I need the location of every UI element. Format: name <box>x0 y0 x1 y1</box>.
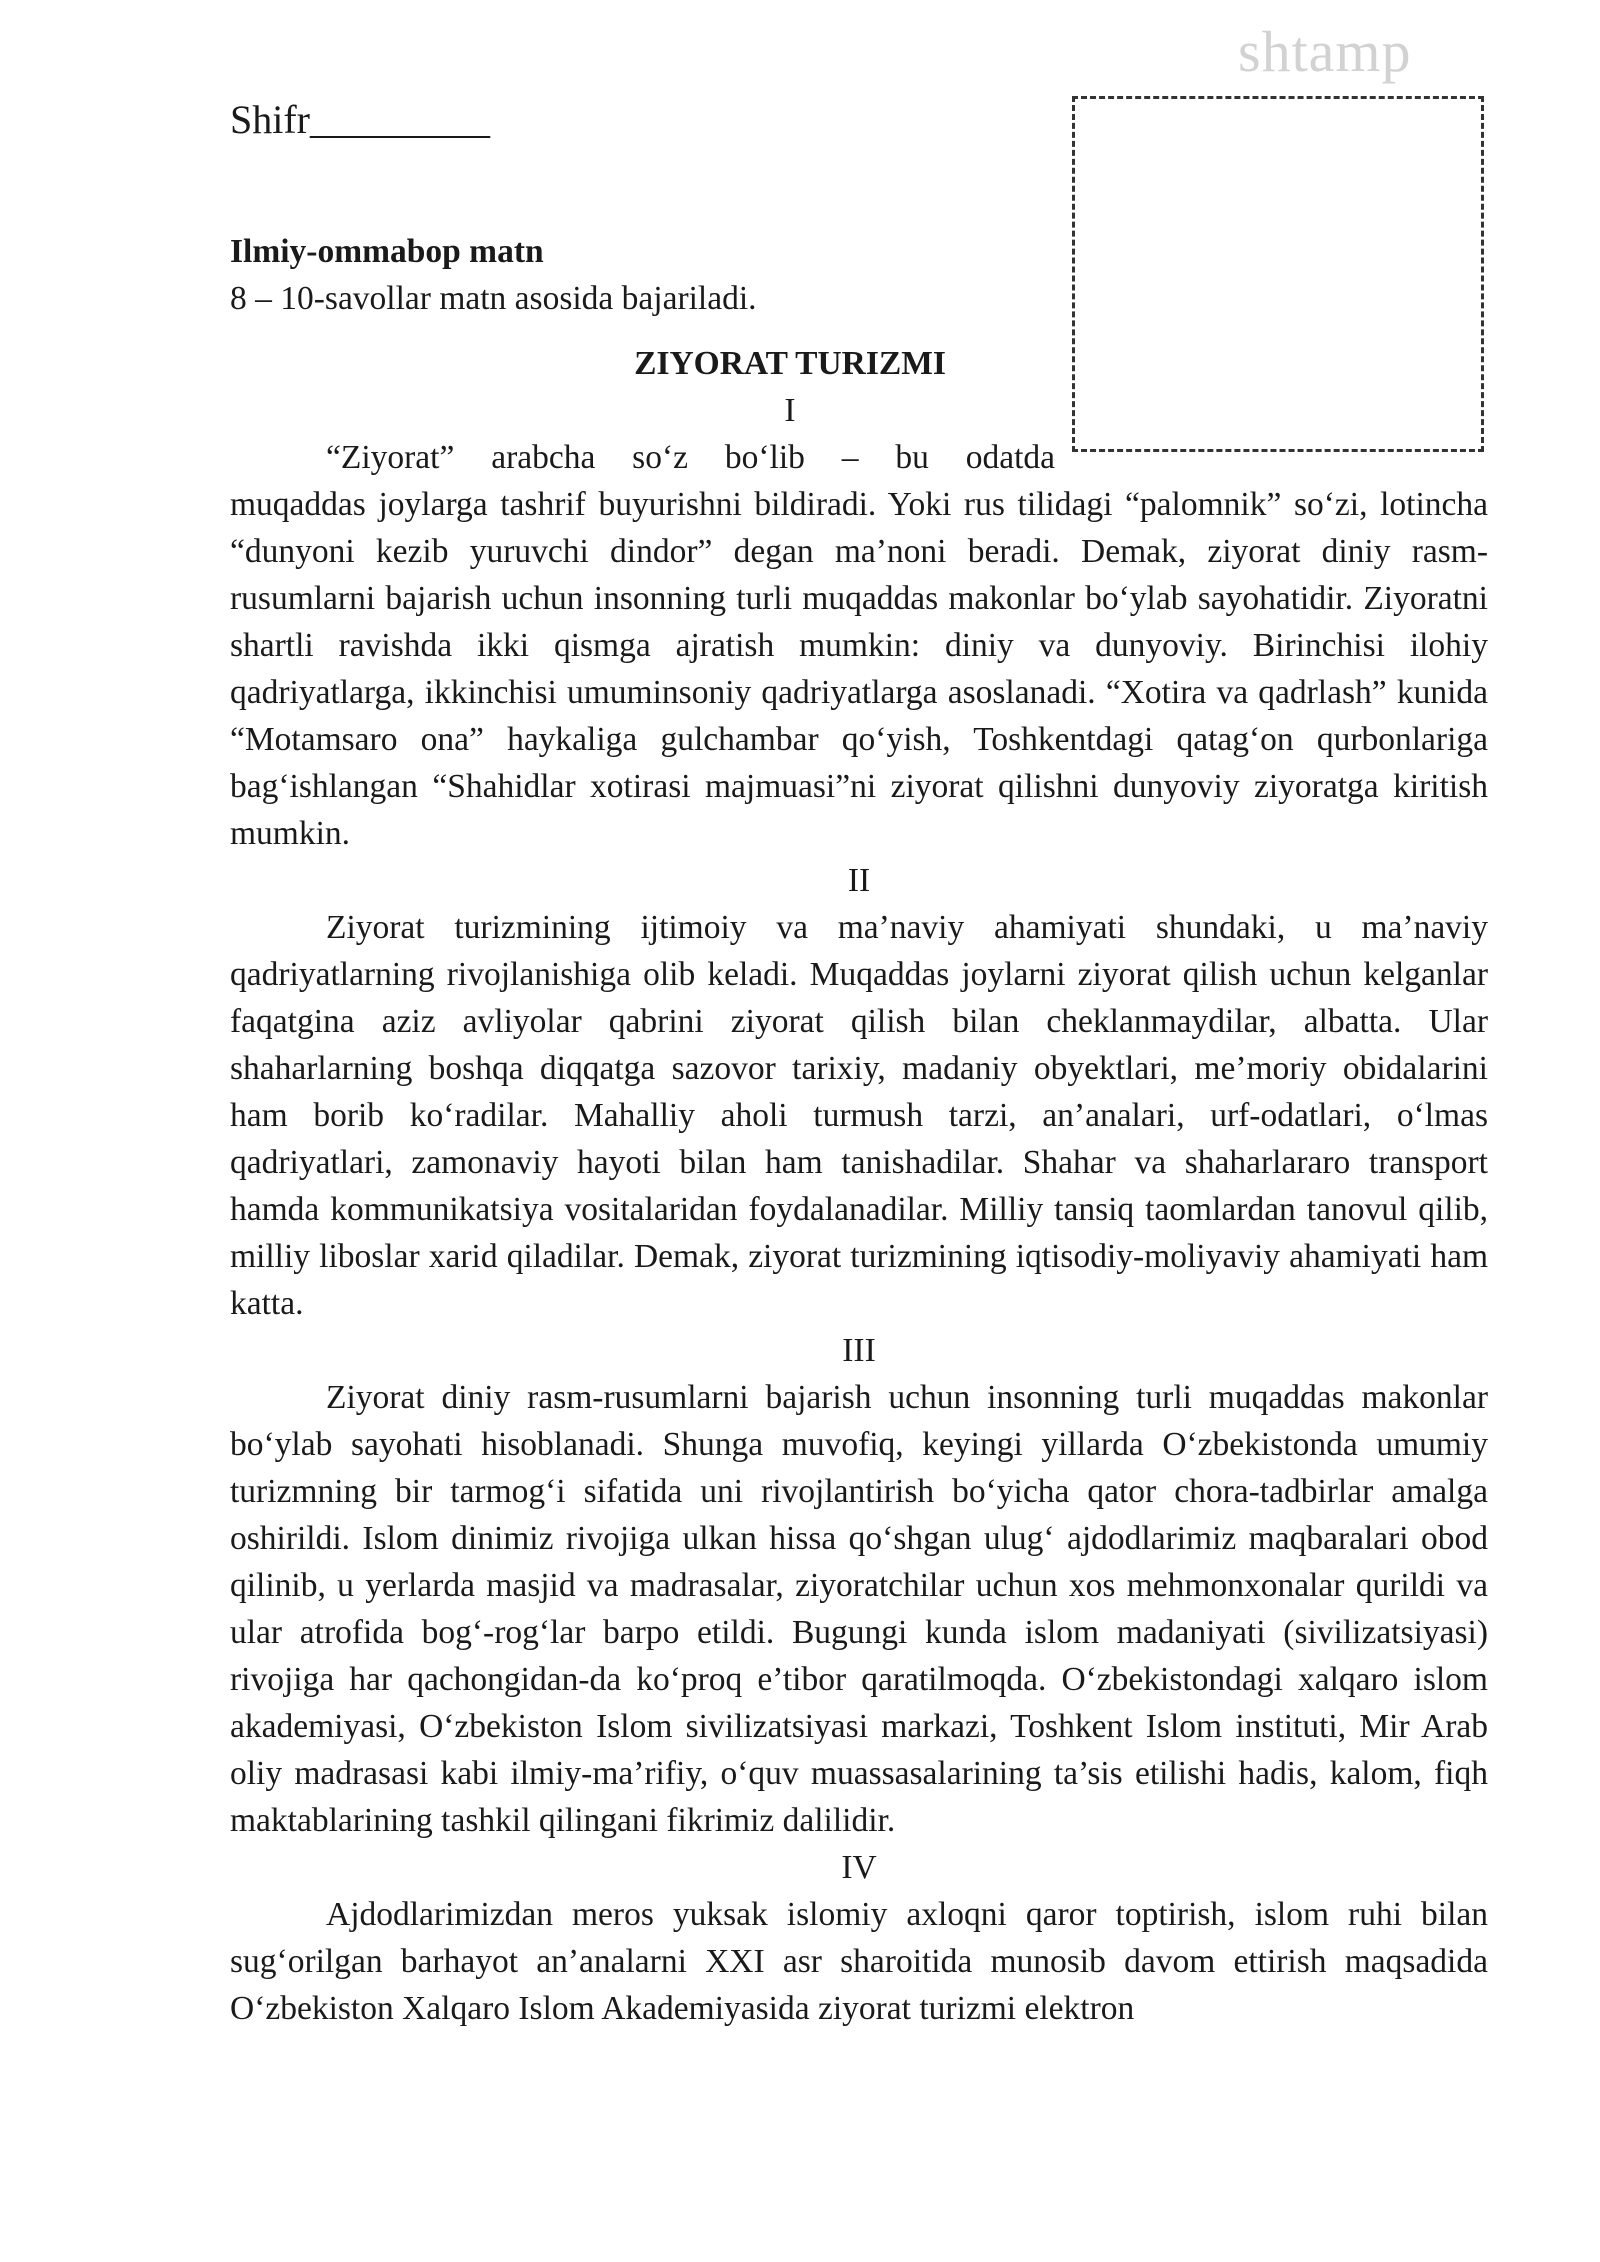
section-1-paragraph: muqaddas joylarga tashrif buyurishni bildiradi. Yoki rus tilidagi “palomnik” so‘zi, lotincha “dunyoni kezib yuruvchi dindor” degan ma’noni beradi. Demak, ziyorat diniy rasm-rusumlarni bajarish uchun insonning turli muqaddas makonlar bo‘ylab sayohatidir. Ziyoratni shartli ravishda ikki qismga ajratish mumkin: diniy va dunyoviy. Birinchisi ilohiy qadriyatlarga, ikkinchisi umuminsoniy qadriyatlarga asoslanadi. “Xotira va qadrlash” kunida “Motamsaro ona” haykaliga gulchambar qo‘yish, Toshkentdagi qatag‘on qurbonlariga bag‘ishlangan “Shahidlar xotirasi majmuasi”ni ziyorat qilishni dunyoviy ziyoratga kiritish mumkin. <box>230 486 1488 852</box>
section-numeral-1: I <box>784 392 796 429</box>
text-title: ZIYORAT TURIZMI <box>634 345 946 382</box>
section-numeral-4: IV <box>841 1849 877 1886</box>
stamp-label: shtamp <box>1238 19 1412 84</box>
instruction-text: 8 – 10-savollar matn asosida bajariladi. <box>230 280 757 317</box>
section-numeral-3: III <box>842 1332 876 1369</box>
section-1-first-line: “Ziyorat” arabcha so‘z bo‘lib – bu odatda <box>326 439 1055 476</box>
section-3-paragraph: Ziyorat diniy rasm-rusumlarni bajarish uchun insonning turli muqaddas makonlar bo‘ylab sayohati hisoblanadi. Shunga muvofiq, keyingi yillarda O‘zbekistonda umumiy turizmning bir tarmog‘i sifatida uni rivojlantirish bo‘yicha qator chora-tadbirlar amalga oshirildi. Islom dinimiz rivojiga ulkan hissa qo‘shgan ulug‘ ajdodlarimiz maqbaralari obod qilinib, u yerlarda masjid va madrasalar, ziyoratchilar uchun xos mehmonxonalar qurildi va ular atrofida bog‘-rog‘lar barpo etildi. Bugungi kunda islom madaniyati (sivilizatsiyasi) rivojiga har qachongidan-da ko‘proq e’tibor qaratilmoqda. O‘zbekistondagi xalqaro islom akademiyasi, O‘zbekiston Islom sivilizatsiyasi markazi, Toshkent Islom instituti, Mir Arab oliy madrasasi kabi ilmiy-ma’rifiy, o‘quv muassasalarining ta’sis etilishi hadis, kalom, fiqh maktablarining tashkil qilingani fikrimiz dalilidir. <box>230 1379 1488 1839</box>
document-body <box>230 228 1488 2032</box>
section-numeral-2: II <box>847 862 871 899</box>
cipher-field-label: Shifr_________ <box>230 97 490 142</box>
section-4-paragraph: Ajdodlarimizdan meros yuksak islomiy axloqni qaror toptirish, islom ruhi bilan sug‘orilgan barhayot an’analarni XXI asr sharoitida munosib davom ettirish maqsadida O‘zbekiston Xalqaro Islom Akademiyasida ziyorat turizmi elektron <box>230 1896 1488 2027</box>
section-type-heading: Ilmiy-ommabop matn <box>230 233 544 270</box>
section-2-paragraph: Ziyorat turizmining ijtimoiy va ma’naviy ahamiyati shundaki, u ma’naviy qadriyatlarning rivojlanishiga olib keladi. Muqaddas joylarni ziyorat qilish uchun kelganlar faqatgina aziz avliyolar qabrini ziyorat qilish bilan cheklanmaydilar, albatta. Ular shaharlarning boshqa diqqatga sazovor tarixiy, madaniy obyektlari, me’moriy obidalarini ham borib ko‘radilar. Mahalliy aholi turmush tarzi, an’analari, urf-odatlari, o‘lmas qadriyatlari, zamonaviy hayoti bilan ham tanishadilar. Shahar va shaharlararo transport hamda kommunikatsiya vositalaridan foydalanadilar. Milliy tansiq taomlardan tanovul qilib, milliy liboslar xarid qiladilar. Demak, ziyorat turizmining iqtisodiy-moliyaviy ahamiyati ham katta. <box>230 909 1488 1322</box>
